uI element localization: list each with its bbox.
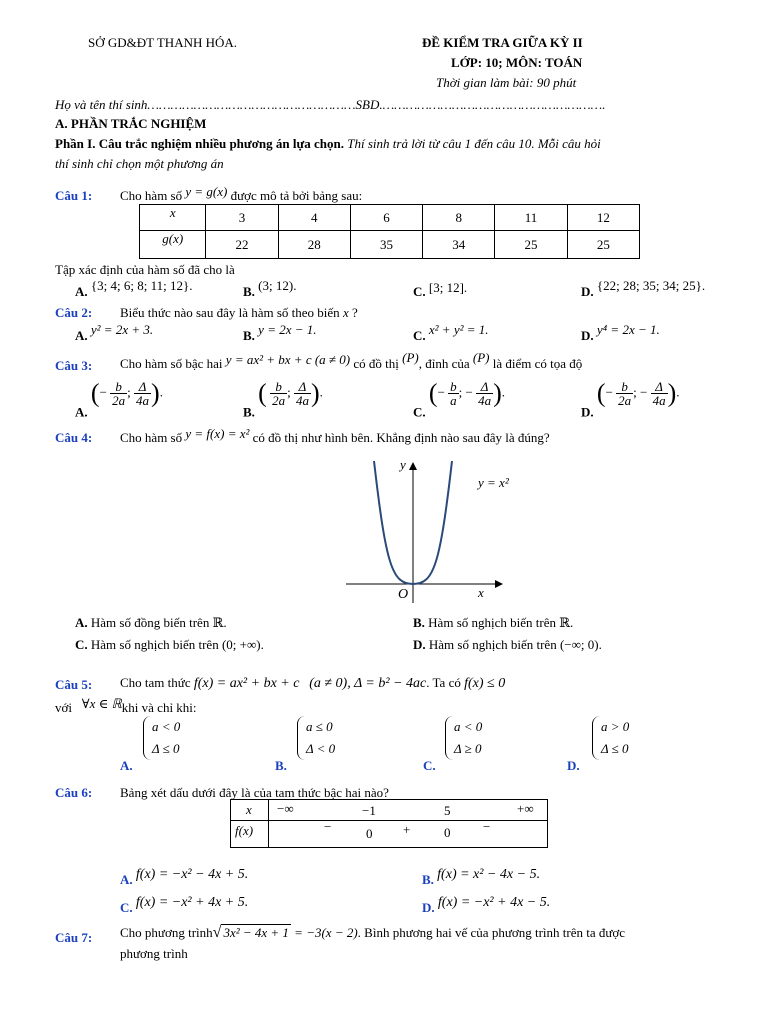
question-6-label: Câu 6:	[55, 785, 93, 800]
x-value: −∞	[277, 801, 294, 816]
part1-instructions: Phần I. Câu trắc nghiệm nhiều phương án lựa chọn. Thí sinh trả lời từ câu 1 đến câu 10. Mỗi câu hỏi	[55, 136, 601, 151]
q1-option-a[interactable]: A. {3; 4; 6; 8; 11; 12}.	[75, 278, 193, 299]
q5-system-a: a < 0 Δ ≤ 0	[143, 716, 180, 760]
question-6-text: Bảng xét dấu dưới đây là của tam thức bậc hai nào?	[120, 785, 389, 800]
x-value: −1	[362, 803, 376, 818]
q4-option-b[interactable]: B. Hàm số nghịch biến trên ℝ.	[413, 615, 574, 630]
question-5-text: Cho tam thức f(x) = ax² + bx + c (a ≠ 0), Δ = b² − 4ac. Ta có f(x) ≤ 0	[120, 675, 506, 691]
table-head-x: x	[140, 205, 206, 231]
table-cell: 25	[567, 231, 639, 259]
q1-option-d[interactable]: D. {22; 28; 35; 34; 25}.	[581, 278, 706, 299]
sign-table-fx-head: f(x)	[235, 823, 254, 838]
question-1-text: Cho hàm số y = g(x) được mô tả bởi bảng sau:	[120, 184, 363, 203]
x-axis-label: x	[478, 585, 484, 600]
table-cell: 34	[423, 231, 495, 259]
q4-option-d[interactable]: D. Hàm số nghịch biến trên (−∞; 0).	[413, 637, 602, 652]
sign-table	[230, 799, 548, 848]
q2-option-d[interactable]: D. y⁴ = 2x − 1.	[581, 322, 660, 343]
part1-instructions-line2: thí sinh chỉ chọn một phương án	[55, 156, 224, 171]
table-cell: 8	[423, 205, 495, 231]
question-3-label: Câu 3:	[55, 358, 93, 373]
table-cell: 3	[206, 205, 278, 231]
question-2-text: Biểu thức nào sau đây là hàm số theo biến x ?	[120, 305, 358, 320]
q3-option-b[interactable]: B. ( $\frac{b}{2a}$ ; $\frac{\Delta}{4a}$ ).	[243, 378, 323, 420]
origin-label: O	[398, 587, 409, 602]
sign-cell: 0	[444, 825, 451, 840]
sign-cell: −	[483, 819, 491, 834]
q5-system-c: a < 0 Δ ≥ 0	[445, 716, 482, 760]
q2-option-b[interactable]: B. y = 2x − 1.	[243, 322, 317, 343]
question-2-label: Câu 2:	[55, 305, 93, 320]
student-info-line: Họ và tên thí sinh………………………………………………SBD.………………………………………………….	[55, 97, 606, 112]
exam-title: ĐỀ KIỂM TRA GIỮA KỲ II	[422, 35, 583, 50]
question-3-text: Cho hàm số bậc hai y = ax² + bx + c (a ≠ 0) có đồ thị (P), đỉnh của (P) là điểm có tọa độ	[120, 350, 583, 371]
q4-option-a[interactable]: A. Hàm số đồng biến trên ℝ.	[75, 615, 227, 630]
q2-option-c[interactable]: C. x² + y² = 1.	[413, 322, 489, 343]
section-title: A. PHẦN TRẮC NGHIỆM	[55, 116, 207, 131]
q1-option-b[interactable]: B. (3; 12).	[243, 278, 297, 299]
table-cell: 25	[495, 231, 567, 259]
table-cell: 11	[495, 205, 567, 231]
table-cell: 12	[567, 205, 639, 231]
q6-option-a[interactable]: A. f(x) = −x² − 4x + 5.	[120, 867, 249, 887]
q4-option-c[interactable]: C. Hàm số nghịch biến trên (0; +∞).	[75, 637, 264, 652]
sign-cell: 0	[366, 826, 373, 841]
question-5-line2: với ∀x ∈ ℝkhi và chỉ khi:	[55, 696, 197, 715]
question-5-label: Câu 5:	[55, 677, 93, 692]
q5-option-b[interactable]: B.	[275, 758, 287, 773]
table-cell: 28	[278, 231, 350, 259]
sign-cell: +	[403, 822, 411, 837]
q3-option-c[interactable]: C. (− $\frac{b}{a}$ ; − $\frac{\Delta}{4a}$ ).	[413, 378, 506, 420]
question-1-table	[139, 204, 640, 259]
q5-option-d[interactable]: D.	[567, 758, 580, 773]
q3-option-a[interactable]: A. (− $\frac{b}{2a}$ ; $\frac{\Delta}{4a}$ ).	[75, 378, 163, 420]
question-7-text-line2: phương trình	[120, 946, 188, 961]
table-head-gx: g(x)	[140, 231, 206, 259]
department-name: SỞ GD&ĐT THANH HÓA.	[88, 35, 238, 50]
question-4-text: Cho hàm số y = f(x) = x² có đồ thị như hình bên. Khẳng định nào sau đây là đúng?	[120, 426, 550, 445]
q5-system-b: a ≤ 0 Δ < 0	[297, 716, 335, 760]
q2-option-a[interactable]: A. y² = 2x + 3.	[75, 322, 154, 343]
table-cell: 35	[350, 231, 422, 259]
class-subject: LỚP: 10; MÔN: TOÁN	[451, 55, 583, 70]
q6-option-c[interactable]: C. f(x) = −x² + 4x + 5.	[120, 895, 249, 915]
y-axis-label: y	[400, 457, 406, 472]
question-7-text: Cho phương trình√ 3x² − 4x + 1 = −3(x − 2). Bình phương hai vế của phương trình trên ta được	[120, 924, 626, 941]
q5-option-a[interactable]: A.	[120, 758, 133, 773]
x-value: +∞	[517, 801, 534, 816]
question-4-label: Câu 4:	[55, 430, 93, 445]
question-1-label: Câu 1:	[55, 188, 93, 203]
x-value: 5	[444, 803, 451, 818]
parabola-graph	[340, 455, 520, 605]
sign-table-x-head: x	[246, 802, 252, 817]
question-1-prompt: Tập xác định của hàm số đã cho là	[55, 262, 235, 277]
sign-cell: −	[324, 819, 332, 834]
q6-option-b[interactable]: B. f(x) = x² − 4x − 5.	[422, 867, 541, 887]
question-7-label: Câu 7:	[55, 930, 93, 945]
table-cell: 6	[350, 205, 422, 231]
q3-option-d[interactable]: D. (− $\frac{b}{2a}$ ; − $\frac{\Delta}{4a}$ ).	[581, 378, 680, 420]
exam-time: Thời gian làm bài: 90 phút	[436, 75, 577, 90]
q6-option-d[interactable]: D. f(x) = −x² + 4x − 5.	[422, 895, 551, 915]
table-cell: 22	[206, 231, 278, 259]
q1-option-c[interactable]: C. [3; 12].	[413, 280, 468, 299]
q5-system-d: a > 0 Δ ≤ 0	[592, 716, 629, 760]
curve-label: y = x²	[478, 475, 509, 490]
table-cell: 4	[278, 205, 350, 231]
q5-option-c[interactable]: C.	[423, 758, 436, 773]
